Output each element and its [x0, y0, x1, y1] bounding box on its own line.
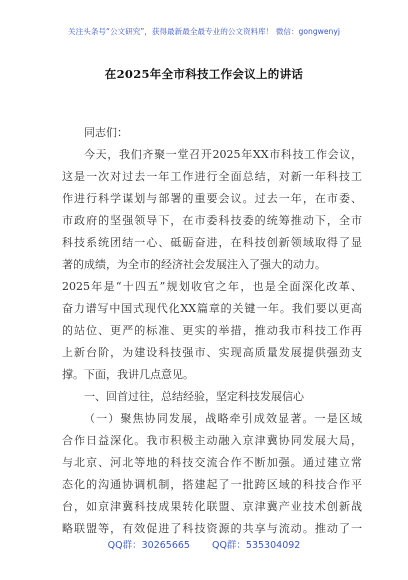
body-line: 这是一次对过去一年工作进行全面总结，对新一年科技工	[62, 170, 362, 183]
body-line: 合作日益深化。我市积极主动融入京津冀协同发展大局，	[62, 434, 362, 447]
body-line: 科技系统团结一心、砥砺奋进，在科技创新领域取得了显	[62, 236, 362, 249]
document-body	[62, 122, 362, 540]
body-line: 与北京、河北等地的科技交流合作不断加强。通过建立常	[62, 456, 362, 469]
section-heading: 一、回首过往，总结经验，坚定科技发展信心	[84, 390, 304, 403]
header-banner: 关注头条号“公文研究”，获得最新最全最专业的公文资料库！ 微信：gongwenyj	[68, 27, 340, 36]
body-line: 著的成绩，为全市的经济社会发展注入了强大的动力。	[62, 258, 326, 271]
body-line: 奋力谱写中国式现代化XX篇章的关键一年。我们要以更高	[62, 302, 362, 315]
body-line: 的站位、更严的标准、更实的举措，推动我市科技工作再	[62, 324, 362, 337]
document-title: 在2025年全市科技工作会议上的讲话	[104, 67, 304, 81]
body-line: 撑。下面，我讲几点意见。	[62, 368, 194, 381]
body-line: （一）聚焦协同发展，战略牵引成效显著。一是区域	[84, 412, 362, 425]
body-line: 态化的沟通协调机制，搭建起了一批跨区域的科技合作平	[62, 478, 362, 491]
body-line: 市政府的坚强领导下，在市委科技委的统筹推动下，全市	[62, 214, 362, 227]
body-line: 台，如京津冀科技成果转化联盟、京津冀产业技术创新战	[62, 500, 362, 513]
body-line: 作进行科学谋划与部署的重要会议。过去一年，在市委、	[62, 192, 362, 205]
body-line: 2025年是“十四五”规划收官之年，也是全面深化改革、	[62, 280, 362, 293]
body-line: 今天，我们齐聚一堂召开2025年XX市科技工作会议，	[84, 148, 362, 161]
qq-group-2: QQ群：535304092	[211, 540, 301, 551]
qq-group-1: QQ群：30265665	[107, 540, 190, 551]
body-line: 上新台阶，为建设科技强市、实现高质量发展提供强劲支	[62, 346, 362, 359]
salutation: 同志们：	[84, 126, 128, 139]
footer-contacts	[0, 537, 408, 551]
body-line: 略联盟等，有效促进了科技资源的共享与流动。推动了一	[62, 522, 362, 535]
